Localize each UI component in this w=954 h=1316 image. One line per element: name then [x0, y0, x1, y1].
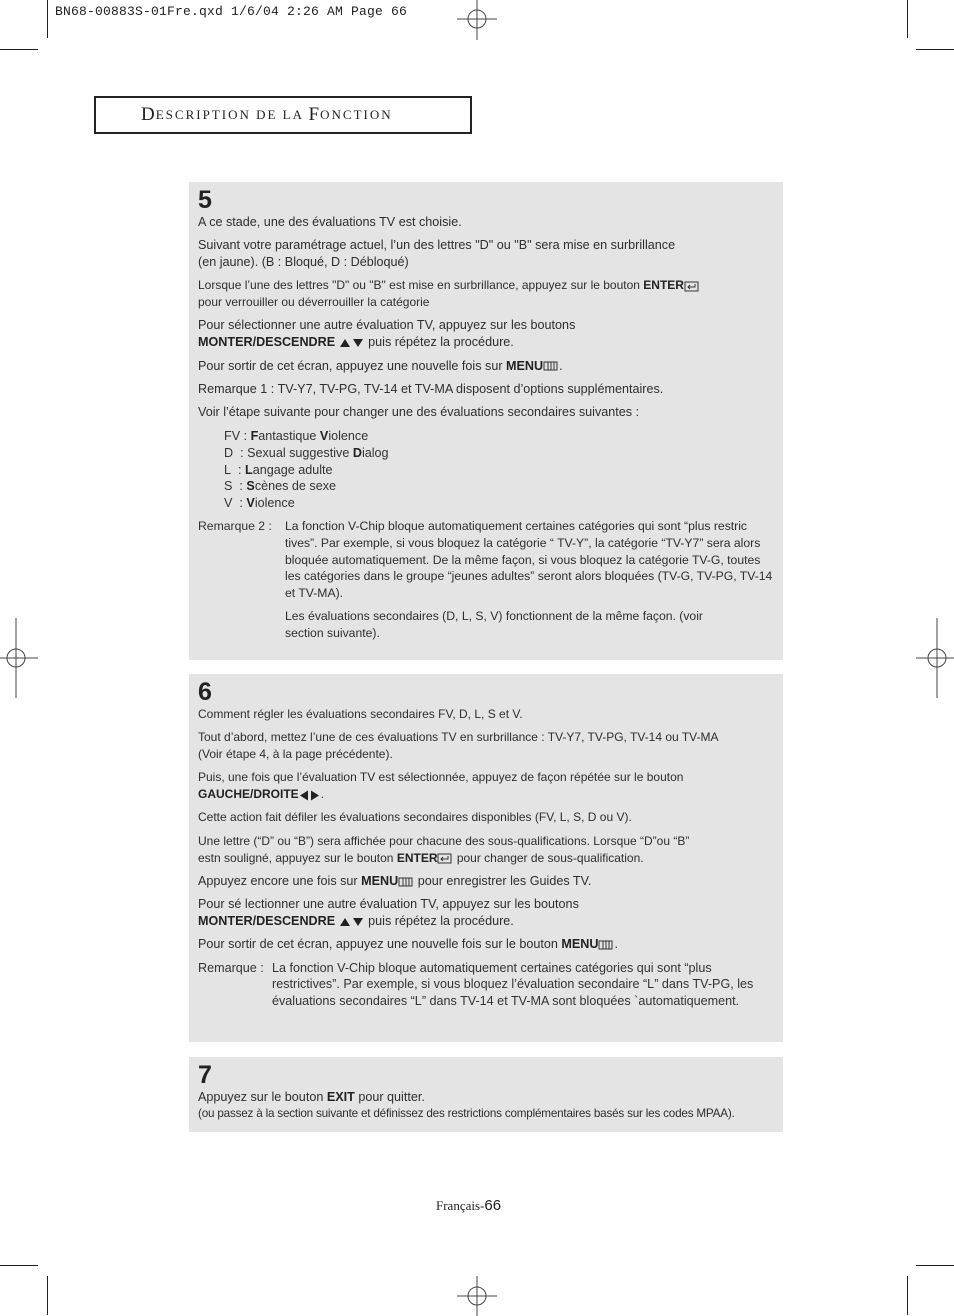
- list-key: V: [224, 496, 233, 511]
- list-key: FV: [224, 428, 241, 443]
- text: Comment régler les évaluations secondaires FV, D, L, S et V.: [198, 707, 523, 721]
- menu-icon: [543, 361, 559, 371]
- text: pour quitter.: [354, 1090, 425, 1104]
- paragraph: [198, 706, 773, 723]
- list-sep: :: [240, 428, 251, 443]
- left-right-button-label: GAUCHE/DROITE: [198, 787, 299, 802]
- list-item: [224, 428, 773, 445]
- paragraph: [198, 277, 773, 311]
- text: pour changer de sous-qualification.: [453, 850, 644, 865]
- list-bold: L: [245, 462, 253, 477]
- paragraph: [198, 317, 773, 351]
- remark-label: Remarque 2 :: [198, 518, 276, 533]
- text: Tout d’abord, mettez l’une de ces évaluations TV en surbrillance : TV-Y7, TV-PG, TV-14 ou TV-MA: [198, 730, 719, 745]
- list-text: ialog: [361, 445, 389, 460]
- text: .: [614, 937, 618, 952]
- list-sep: :: [233, 445, 248, 460]
- paragraph: [198, 1089, 773, 1106]
- crop-mark: [907, 0, 908, 38]
- list-item: [224, 495, 773, 512]
- paragraph: [198, 769, 773, 803]
- list-text: Sexual suggestive: [247, 445, 353, 460]
- step-5-panel: [189, 182, 783, 660]
- paragraph: [198, 1106, 773, 1123]
- text: (ou passez à la section suivante et définissez des restrictions complémentaires basés sur les codes MPAA).: [198, 1106, 735, 1120]
- text: Pour sélectionner une autre évaluation TV, appuyez sur les boutons: [198, 318, 576, 333]
- section-title: [94, 96, 472, 134]
- up-down-arrows-icon: [339, 338, 365, 348]
- title-cap: D: [141, 104, 156, 125]
- paragraph: [198, 873, 773, 890]
- page-number: 66: [484, 1197, 502, 1214]
- list-text: iolence: [328, 428, 369, 443]
- remark: [198, 960, 773, 1010]
- crop-mark: [47, 0, 48, 38]
- step-7-panel: [189, 1057, 783, 1132]
- list-text: angage adulte: [252, 462, 333, 477]
- crop-mark: [0, 49, 38, 50]
- step-number: 6: [198, 678, 212, 706]
- text: estn souligné, appuyez sur le bouton: [198, 850, 397, 865]
- left-right-arrows-icon: [299, 790, 321, 801]
- text: Une lettre (“D” ou “B”) sera affichée pour chacune des sous-qualifications. Lorsque “D”ou “B”: [198, 833, 690, 848]
- step-number: 7: [198, 1061, 212, 1089]
- page-footer: [436, 1197, 501, 1214]
- list-bold: D: [352, 445, 362, 460]
- paragraph: [198, 237, 773, 271]
- list-bold: V: [246, 496, 255, 511]
- sub-ratings-list: [224, 428, 773, 512]
- step-number: 5: [198, 186, 212, 214]
- list-text: cènes de sexe: [254, 479, 337, 494]
- exit-button-label: EXIT: [326, 1090, 355, 1104]
- remark-text: [285, 518, 773, 649]
- text: (en jaune). (B : Bloqué, D : Débloqué): [198, 255, 409, 270]
- paragraph: [198, 381, 773, 398]
- print-slug: BN68-00883S-01Fre.qxd 1/6/04 2:26 AM Page 66: [55, 4, 408, 19]
- up-down-button-label: MONTER/DESCENDRE: [198, 335, 336, 350]
- up-down-button-label: MONTER/DESCENDRE: [198, 913, 336, 928]
- footer-language: Français-: [436, 1198, 485, 1213]
- enter-icon: [437, 853, 453, 864]
- list-text: iolence: [254, 496, 295, 511]
- text: Cette action fait défiler les évaluations secondaires disponibles (FV, L, S, D ou V).: [198, 810, 632, 825]
- paragraph: [198, 404, 773, 421]
- paragraph: [198, 833, 773, 867]
- text: Appuyez encore une fois sur: [198, 873, 362, 888]
- list-sep: :: [232, 496, 247, 511]
- registration-mark-icon: [457, 1276, 497, 1316]
- text: pour enregistrer les Guides TV.: [414, 873, 592, 888]
- list-sep: :: [231, 462, 246, 477]
- crop-mark: [0, 1265, 38, 1266]
- text: Pour sé lectionner une autre évaluation TV, appuyez sur les boutons: [198, 897, 579, 912]
- step-6-panel: [189, 674, 783, 1042]
- text: pour verrouiller ou déverrouiller la catégorie: [198, 295, 430, 310]
- text: Puis, une fois que l’évaluation TV est sélectionnée, appuyez de façon répétée sur le bouton: [198, 770, 684, 785]
- crop-mark: [916, 1265, 954, 1266]
- paragraph: [198, 936, 773, 953]
- text: .: [320, 787, 325, 802]
- text: Les évaluations secondaires (D, L, S, V) fonctionnent de la même façon. (voir section suivante).: [285, 609, 703, 641]
- text: Pour sortir de cet écran, appuyez une nouvelle fois sur le bouton: [198, 937, 562, 952]
- paragraph: [198, 729, 773, 763]
- enter-button-label: ENTER: [396, 850, 438, 865]
- paragraph: [198, 896, 773, 930]
- menu-button-label: MENU: [506, 358, 544, 373]
- text: puis répétez la procédure.: [364, 335, 514, 350]
- list-bold: S: [246, 479, 255, 494]
- text: La fonction V-Chip bloque automatiquement certaines catégories qui sont “plus restric tives”. Par exemple, si vous bloquez la catégorie “ TV-Y”, la catégorie “TV-Y7” sera alors bloquée automatiquement. De la même façon, si vous bloquez la catégorie TV-G, toutes les catégories dans le groupe “jeunes adultes” seront alors bloquées (TV-G, TV-PG, TV-14 et TV-MA).: [285, 518, 773, 601]
- list-item: [224, 462, 773, 479]
- registration-mark-icon: [0, 618, 38, 698]
- title-text: ESCRIPTION DE LA: [155, 107, 309, 122]
- paragraph: [198, 809, 773, 826]
- list-bold: F: [250, 428, 259, 443]
- menu-icon: [598, 940, 614, 950]
- list-item: [224, 445, 773, 462]
- list-text: antastique: [258, 428, 320, 443]
- text: puis répétez la procédure.: [364, 913, 514, 928]
- menu-button-label: MENU: [361, 873, 399, 888]
- menu-icon: [398, 877, 414, 887]
- text: Suivant votre paramétrage actuel, l’un des lettres "D" ou "B" sera mise en surbrillance: [198, 238, 676, 253]
- list-key: L: [224, 462, 232, 477]
- text: Remarque 1 : TV-Y7, TV-PG, TV-14 et TV-MA disposent d’options supplémentaires.: [198, 381, 664, 396]
- crop-mark: [907, 1276, 908, 1315]
- remark-2: [198, 518, 773, 649]
- text: Appuyez sur le bouton: [198, 1090, 327, 1104]
- list-bold: V: [319, 428, 329, 443]
- crop-mark: [47, 1276, 48, 1315]
- crop-mark: [916, 49, 954, 50]
- paragraph: [198, 358, 773, 375]
- text: Pour sortir de cet écran, appuyez une nouvelle fois sur: [198, 358, 507, 373]
- enter-button-label: ENTER: [643, 278, 684, 293]
- title-text: ONCTION: [320, 107, 393, 122]
- registration-mark-icon: [457, 0, 497, 40]
- enter-icon: [684, 281, 700, 292]
- text: .: [559, 358, 563, 373]
- text: Voir l’étape suivante pour changer une des évaluations secondaires suivantes :: [198, 405, 640, 420]
- paragraph: [198, 214, 773, 231]
- list-key: D: [224, 445, 234, 460]
- registration-mark-icon: [916, 618, 954, 698]
- remark-text: La fonction V-Chip bloque automatiquement certaines catégories qui sont “plus restrictives”. Par exemple, si vous bloquez l’évaluation secondaire “L” dans TV-PG, les évaluations secondaires “L” dans TV-14 et TV-MA sont bloquées `automatiquement.: [272, 960, 754, 1009]
- list-key: S: [224, 479, 233, 494]
- list-sep: :: [232, 479, 247, 494]
- text: A ce stade, une des évaluations TV est choisie.: [198, 215, 462, 229]
- text: Lorsque l’une des lettres "D" ou "B" est mise en surbrillance, appuyez sur le bouton: [198, 278, 644, 293]
- list-item: [224, 478, 773, 495]
- title-cap: F: [308, 104, 321, 125]
- remark-label: Remarque :: [198, 960, 268, 975]
- text: (Voir étape 4, à la page précédente).: [198, 747, 393, 762]
- up-down-arrows-icon: [339, 917, 365, 927]
- menu-button-label: MENU: [561, 937, 599, 952]
